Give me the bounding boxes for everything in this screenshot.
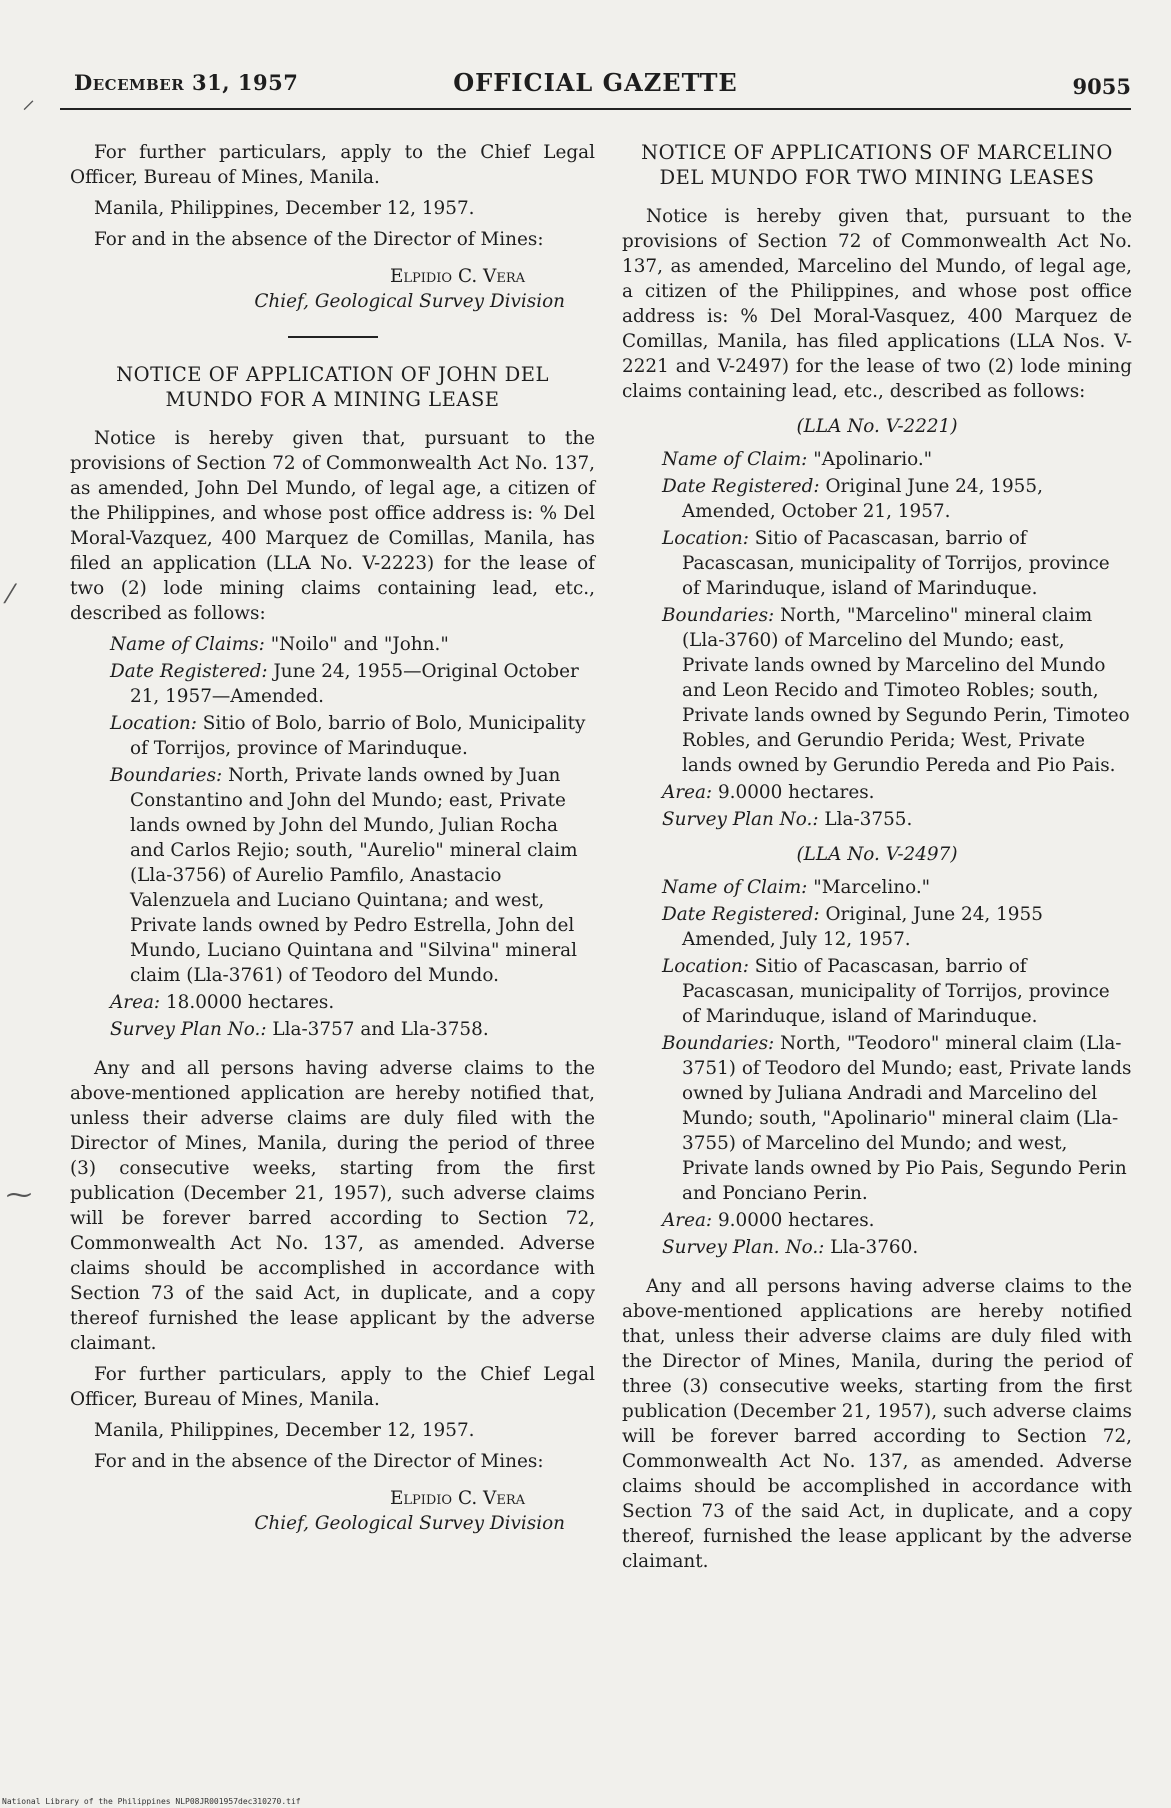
entry-value: 9.0000 hectares. xyxy=(717,782,875,803)
date-registered-entry xyxy=(622,902,1132,952)
entry-label: Name of Claim: xyxy=(662,449,808,470)
notice-intro: Notice is hereby given that, pursuant to the provisions of Section 72 of Commonwealth Act No. 137, as amended, Marcelino del Mundo, of legal age, a citizen of the Philippines, and whose post office address is: % Del Moral-Vasquez, 400 Marquez de Comillas, Manila, has filed applications (LLA Nos. V-2221 and V-2497) for the lease of two (2) lode mining claims containing lead, etc., described as follows: xyxy=(622,206,1132,402)
entry-label: Name of Claim: xyxy=(662,877,808,898)
absence-text: For and in the absence of the Director of Mines: xyxy=(94,1451,544,1472)
notice-intro: Notice is hereby given that, pursuant to the provisions of Section 72 of Commonwealth Act No. 137, as amended, John Del Mundo, of legal age, a citizen of the Philippines, and whose post office address is: % Del Moral-Vazquez, 400 Marquez de Comillas, Manila, has filed an application (LLA No. V-2223) for the lease of two (2) lode mining claims containing lead, etc., described as follows: xyxy=(70,428,595,624)
boundaries-entry xyxy=(622,603,1132,778)
entry-label: Boundaries: xyxy=(662,1033,775,1054)
lla-number-heading: (LLA No. V-2221) xyxy=(796,416,958,437)
further-particulars-text: For further particulars, apply to the Chief Legal Officer, Bureau of Mines, Manila. xyxy=(70,142,595,188)
survey-plan-entry xyxy=(622,1235,1132,1260)
adverse-claims-text: Any and all persons having adverse claims to the above-mentioned application are hereby notified that, unless their adverse claims are duly filed with the Director of Mines, Manila, during the period of three (3) consecutive weeks, starting from the first publication (December 21, 1957), such adverse claims will be forever barred according to Section 72, Commonwealth Act No. 137, as amended. Adverse claims should be accomplished in accordance with Section 73 of the said Act, in duplicate, and a copy thereof furnished the lease applicant by the adverse claimant. xyxy=(70,1058,595,1354)
scan-mark-icon: ⸝ xyxy=(22,85,36,115)
entry-value: North, "Marcelino" mineral claim (Lla-3760) of Marcelino del Mundo; east, Private lands owned by Marcelino del Mundo and Leon Recido and Timoteo Robles; south, Private lands owned by Segundo Perin, Timoteo Robles, and Gerundio Perida; West, Private lands owned by Gerundio Pereda and Pio Pais. xyxy=(682,605,1130,776)
entry-value: Lla-3760. xyxy=(830,1237,919,1258)
area-entry xyxy=(622,780,1132,805)
adverse-claims-text: Any and all persons having adverse claims to the above-mentioned applications are hereby notified that, unless their adverse claims are duly filed with the Director of Mines, Manila, during the period of three (3) consecutive weeks, starting from the first publication (December 21, 1957), such adverse claims will be forever barred according to Section 72, Commonwealth Act No. 137, as amended. Adverse claims should be accomplished in accordance with Section 73 of the said Act, in duplicate, and a copy thereof, furnished the lease applicant by the adverse claimant. xyxy=(622,1276,1132,1572)
survey-plan-entry xyxy=(70,1017,595,1042)
claim-name-entry xyxy=(622,875,1132,900)
entry-value: "Noilo" and "John." xyxy=(270,634,449,655)
right-column xyxy=(622,140,1132,1580)
location-entry xyxy=(622,954,1132,1029)
entry-value: Lla-3757 and Lla-3758. xyxy=(272,1019,489,1040)
entry-label: Area: xyxy=(662,782,713,803)
entry-label: Survey Plan. No.: xyxy=(662,1237,825,1258)
absence-text: For and in the absence of the Director of Mines: xyxy=(94,229,544,250)
entry-label: Date Registered: xyxy=(662,904,820,925)
entry-label: Survey Plan No.: xyxy=(110,1019,267,1040)
header-date: December 31, 1957 xyxy=(74,70,299,95)
place-date-text: Manila, Philippines, December 12, 1957. xyxy=(94,1420,475,1441)
entry-label: Boundaries: xyxy=(110,765,223,786)
signatory-name: Elpidio C. Vera xyxy=(389,1488,525,1509)
area-entry xyxy=(622,1208,1132,1233)
section-divider xyxy=(288,336,378,338)
lla-number-heading: (LLA No. V-2497) xyxy=(796,844,958,865)
boundaries-entry xyxy=(70,763,595,988)
header-title: OFFICIAL GAZETTE xyxy=(453,68,738,97)
entry-label: Name of Claims: xyxy=(110,634,265,655)
page-header xyxy=(60,68,1131,110)
date-registered-entry xyxy=(622,474,1132,524)
entry-value: Sitio of Bolo, barrio of Bolo, Municipality of Torrijos, province of Marinduque. xyxy=(130,713,586,759)
claim-name-entry xyxy=(622,447,1132,472)
entry-label: Location: xyxy=(662,528,749,549)
entry-value: Sitio of Pacascasan, barrio of Pacascasan, municipality of Torrijos, province of Marinduque, island of Marinduque. xyxy=(682,528,1110,599)
scan-mark-icon: ⁄ xyxy=(8,580,13,610)
entry-value: 18.0000 hectares. xyxy=(165,992,335,1013)
entry-value: June 24, 1955—Original October 21, 1957—Amended. xyxy=(130,661,579,707)
entry-label: Survey Plan No.: xyxy=(662,809,819,830)
entry-value: 9.0000 hectares. xyxy=(717,1210,875,1231)
page-number: 9055 xyxy=(1072,74,1131,99)
survey-plan-entry xyxy=(622,807,1132,832)
signatory-title: Chief, Geological Survey Division xyxy=(254,291,565,312)
entry-value: North, Private lands owned by Juan Constantino and John del Mundo; east, Private lands owned by John del Mundo, Julian Rocha and Carlos Rejio; south, "Aurelio" mineral claim (Lla-3756) of Aurelio Pamfilo, Anastacio Valenzuela and Luciano Quintana; and west, Private lands owned by Pedro Estrella, John del Mundo, Luciano Quintana and "Silvina" mineral claim (Lla-3761) of Teodoro del Mundo. xyxy=(130,765,578,986)
notice-title: NOTICE OF APPLICATIONS OF MARCELINO DEL MUNDO FOR TWO MINING LEASES xyxy=(641,141,1113,189)
scan-mark-icon: ⁓ xyxy=(6,1180,32,1210)
entry-value: Original June 24, 1955, Amended, October 21, 1957. xyxy=(682,476,1043,522)
entry-value: "Apolinario." xyxy=(813,449,933,470)
entry-label: Location: xyxy=(110,713,197,734)
further-particulars-text: For further particulars, apply to the Chief Legal Officer, Bureau of Mines, Manila. xyxy=(70,1364,595,1410)
entry-value: Lla-3755. xyxy=(824,809,913,830)
location-entry xyxy=(622,526,1132,601)
scan-footer: National Library of the Philippines NLP08JR001957dec310270.tif xyxy=(2,1797,301,1806)
entry-value: "Marcelino." xyxy=(813,877,931,898)
claim-name-entry xyxy=(70,632,595,657)
area-entry xyxy=(70,990,595,1015)
entry-label: Boundaries: xyxy=(662,605,775,626)
notice-title: NOTICE OF APPLICATION OF JOHN DEL MUNDO FOR A MINING LEASE xyxy=(116,363,549,411)
left-column xyxy=(70,140,595,1536)
signatory-title: Chief, Geological Survey Division xyxy=(254,1513,565,1534)
entry-label: Location: xyxy=(662,956,749,977)
boundaries-entry xyxy=(622,1031,1132,1206)
entry-label: Date Registered: xyxy=(662,476,820,497)
signatory-name: Elpidio C. Vera xyxy=(389,266,525,287)
entry-value: Original, June 24, 1955 Amended, July 12, 1957. xyxy=(682,904,1043,950)
entry-value: North, "Teodoro" mineral claim (Lla-3751) of Teodoro del Mundo; east, Private lands owned by Juliana Andradi and Marcelino del Mundo; south, "Apolinario" mineral claim (Lla-3755) of Marcelino del Mundo; and west, Private lands owned by Pio Pais, Segundo Perin and Ponciano Perin. xyxy=(682,1033,1132,1204)
place-date-text: Manila, Philippines, December 12, 1957. xyxy=(94,198,475,219)
entry-label: Area: xyxy=(110,992,161,1013)
date-registered-entry xyxy=(70,659,595,709)
entry-value: Sitio of Pacascasan, barrio of Pacascasan, municipality of Torrijos, province of Marinduque, island of Marinduque. xyxy=(682,956,1110,1027)
entry-label: Area: xyxy=(662,1210,713,1231)
entry-label: Date Registered: xyxy=(110,661,268,682)
location-entry xyxy=(70,711,595,761)
